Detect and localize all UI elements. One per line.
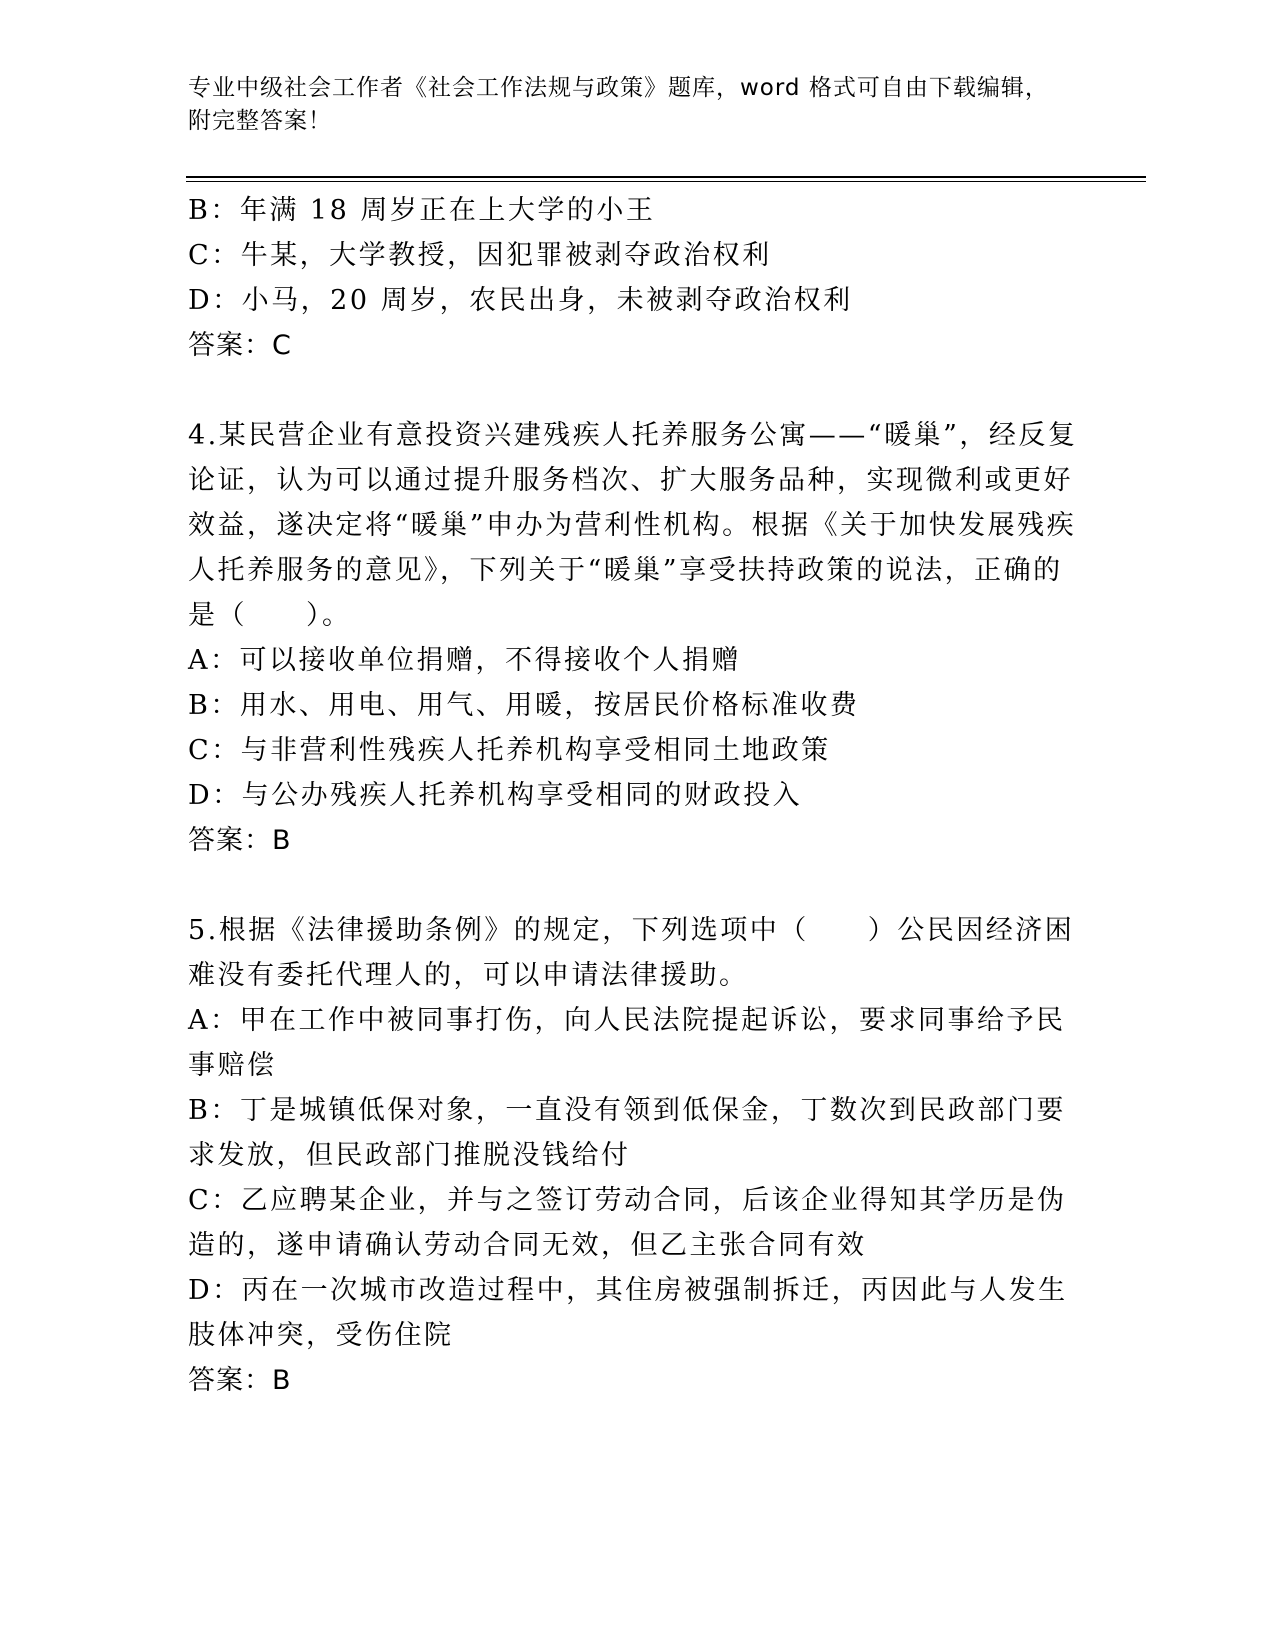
q5-option-b: B：丁是城镇低保对象，一直没有领到低保金，丁数次到民政部门要求发放，但民政部门推脱没钱给付 bbox=[188, 1095, 1066, 1171]
q3-answer: 答案：C bbox=[188, 330, 292, 361]
q4-option-c: C：与非营利性残疾人托养机构享受相同土地政策 bbox=[188, 735, 831, 766]
q5-option-a: A：甲在工作中被同事打伤，向人民法院提起诉讼，要求同事给予民事赔偿 bbox=[188, 1005, 1066, 1081]
q3-option-d: D：小马，20 周岁，农民出身，未被剥夺政治权利 bbox=[188, 285, 853, 316]
q5-stem: 5.根据《法律援助条例》的规定，下列选项中（ ）公民因经济困难没有委托代理人的，可以申请法律援助。 bbox=[188, 915, 1075, 991]
question-5 bbox=[188, 908, 1078, 1403]
q4-answer: 答案：B bbox=[188, 825, 292, 856]
header-divider-thin bbox=[186, 181, 1146, 182]
q4-option-a: A：可以接收单位捐赠，不得接收个人捐赠 bbox=[188, 645, 741, 676]
spacer bbox=[188, 863, 1078, 908]
spacer bbox=[188, 368, 1078, 413]
q5-option-d: D：丙在一次城市改造过程中，其住房被强制拆迁，丙因此与人发生肢体冲突，受伤住院 bbox=[188, 1275, 1068, 1351]
q4-option-b: B：用水、用电、用气、用暖，按居民价格标准收费 bbox=[188, 690, 860, 721]
question-4 bbox=[188, 413, 1078, 863]
q3-option-b: B：年满 18 周岁正在上大学的小王 bbox=[188, 195, 656, 226]
q3-option-c: C：牛某，大学教授，因犯罪被剥夺政治权利 bbox=[188, 240, 772, 271]
question-content bbox=[188, 188, 1078, 1403]
q4-option-d: D：与公办残疾人托养机构享受相同的财政投入 bbox=[188, 780, 803, 811]
header-divider-thick bbox=[186, 176, 1146, 178]
page-header: 专业中级社会工作者《社会工作法规与政策》题库，word 格式可自由下载编辑，附完整答案！ bbox=[188, 75, 1049, 134]
q4-stem: 4.某民营企业有意投资兴建残疾人托养服务公寓——“暖巢”，经反复论证，认为可以通过提升服务档次、扩大服务品种，实现微利或更好效益，遂决定将“暖巢”申办为营利性机构。根据《关于加快发展残疾人托养服务的意见》，下列关于“暖巢”享受扶持政策的说法，正确的是（ ）。 bbox=[188, 420, 1078, 631]
q5-option-c: C：乙应聘某企业，并与之签订劳动合同，后该企业得知其学历是伪造的，遂申请确认劳动合同无效，但乙主张合同有效 bbox=[188, 1185, 1067, 1261]
question-3-tail bbox=[188, 188, 1078, 368]
q5-answer: 答案：B bbox=[188, 1365, 292, 1396]
